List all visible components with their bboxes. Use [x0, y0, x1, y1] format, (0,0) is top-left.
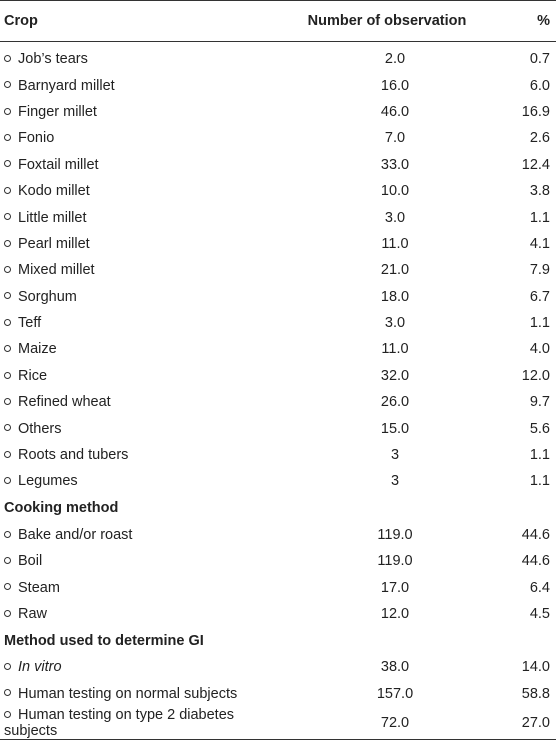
- row-count: 15.0: [380, 420, 410, 437]
- bullet-icon: [4, 583, 11, 590]
- header-pct: %: [480, 1, 556, 42]
- table-row: [0, 257, 556, 283]
- table-row: [0, 99, 556, 125]
- row-label: Steam: [18, 579, 60, 596]
- row-label: Boil: [18, 553, 43, 570]
- row-count: 3: [390, 473, 400, 490]
- row-pct: 6.4: [529, 579, 550, 596]
- row-label: Roots and tubers: [18, 447, 129, 464]
- row-pct: 58.8: [521, 685, 550, 702]
- bullet-icon: [4, 160, 11, 167]
- bullet-icon: [4, 451, 11, 458]
- row-count: 119.0: [377, 553, 413, 570]
- row-label: Teff: [18, 315, 42, 332]
- row-label-cell: [0, 178, 290, 204]
- row-pct: 6.7: [529, 288, 550, 305]
- row-pct: 4.5: [529, 606, 550, 622]
- row-label-cell: [0, 125, 290, 151]
- table-row: [0, 681, 556, 707]
- row-count: 33.0: [380, 156, 410, 173]
- table-row: [0, 152, 556, 178]
- section-title: Method used to determine GI: [4, 632, 204, 649]
- row-pct: 12.0: [521, 367, 550, 384]
- row-count: 32.0: [380, 367, 410, 384]
- row-label: Raw: [18, 606, 48, 622]
- section-gi-method: [0, 627, 556, 654]
- row-label: Little millet: [18, 209, 87, 226]
- row-label-cell: [0, 310, 290, 336]
- section-cooking-method: [0, 495, 556, 522]
- row-label-cell: [0, 72, 290, 98]
- bullet-icon: [4, 292, 11, 299]
- row-pct: 9.7: [529, 394, 550, 411]
- row-count: 119.0: [377, 526, 413, 543]
- table-row: [0, 442, 556, 468]
- bullet-icon: [4, 240, 11, 247]
- row-count: 46.0: [380, 103, 410, 120]
- row-label-cell: [0, 468, 290, 494]
- bullet-icon: [4, 372, 11, 379]
- row-pct: 1.1: [529, 473, 550, 490]
- row-count: 16.0: [380, 77, 410, 94]
- table-row: [0, 548, 556, 574]
- row-label-cell: [0, 231, 290, 257]
- table-row: [0, 72, 556, 98]
- row-pct: 44.6: [521, 553, 550, 570]
- row-label: Foxtail millet: [18, 156, 99, 173]
- row-label: Kodo millet: [18, 183, 90, 200]
- row-pct: 4.0: [529, 341, 550, 358]
- row-label-cell: [0, 548, 290, 574]
- bullet-icon: [4, 711, 11, 718]
- bullet-icon: [4, 134, 11, 141]
- row-label-cell: [0, 204, 290, 230]
- row-pct: 1.1: [529, 209, 550, 226]
- section-title: Cooking method: [4, 500, 119, 517]
- row-label-cell: [0, 654, 290, 680]
- table-row: [0, 601, 556, 627]
- row-label-cell: [0, 363, 290, 389]
- bullet-icon: [4, 108, 11, 115]
- row-label-cell: [0, 257, 290, 283]
- row-count: 3.0: [384, 209, 406, 226]
- row-count: 2.0: [384, 51, 406, 68]
- row-pct: 2.6: [529, 130, 550, 147]
- bullet-icon: [4, 557, 11, 564]
- row-label-cell: [0, 284, 290, 310]
- row-label: In vitro: [18, 659, 62, 676]
- row-label-cell: [0, 681, 290, 707]
- row-count: 3: [390, 447, 400, 464]
- header-count: Number of observation: [290, 1, 480, 42]
- row-label: Sorghum: [18, 288, 77, 305]
- bullet-icon: [4, 398, 11, 405]
- row-pct: 14.0: [521, 659, 550, 676]
- bullet-icon: [4, 213, 11, 220]
- row-label-cell: [0, 601, 290, 627]
- row-pct: 1.1: [529, 447, 550, 464]
- row-pct: 27.0: [480, 707, 556, 740]
- row-pct: 5.6: [529, 420, 550, 437]
- row-label-cell: [0, 336, 290, 362]
- row-label: Others: [18, 420, 62, 437]
- row-count: 11.0: [381, 341, 409, 358]
- row-pct: 12.4: [521, 156, 550, 173]
- row-pct: 7.9: [529, 262, 550, 279]
- bullet-icon: [4, 610, 11, 617]
- row-count: 18.0: [380, 288, 410, 305]
- row-label: Human testing on normal subjects: [18, 685, 238, 702]
- table-row: [0, 310, 556, 336]
- table-row: [0, 363, 556, 389]
- row-pct: 0.7: [529, 51, 550, 68]
- table-row: [0, 389, 556, 415]
- row-label-cell: [0, 442, 290, 468]
- bullet-icon: [4, 531, 11, 538]
- row-pct: 1.1: [529, 315, 550, 332]
- row-count: 10.0: [380, 183, 410, 200]
- row-pct: 4.1: [529, 235, 550, 252]
- row-label: Fonio: [18, 130, 55, 147]
- row-label-cell: [0, 99, 290, 125]
- table-row: [0, 204, 556, 230]
- row-pct: 44.6: [521, 526, 550, 543]
- table-row: [0, 654, 556, 680]
- bullet-icon: [4, 81, 11, 88]
- bullet-icon: [4, 477, 11, 484]
- row-label-cell: [0, 46, 290, 72]
- row-count: 3.0: [384, 315, 406, 332]
- row-count: 11.0: [381, 235, 409, 252]
- bullet-icon: [4, 689, 11, 696]
- row-pct: 6.0: [529, 77, 550, 94]
- row-label: Human testing on type 2 diabetes subjects: [4, 706, 235, 739]
- table-row: [0, 284, 556, 310]
- table-body: [0, 42, 556, 740]
- row-label-cell: [0, 574, 290, 600]
- table-row: [0, 415, 556, 441]
- table-row: [0, 336, 556, 362]
- row-label-cell: [0, 152, 290, 178]
- row-label: Bake and/or roast: [18, 526, 133, 543]
- bullet-icon: [4, 319, 11, 326]
- bullet-icon: [4, 187, 11, 194]
- row-count: 21.0: [380, 262, 410, 279]
- row-label: Refined wheat: [18, 394, 111, 411]
- bullet-icon: [4, 663, 11, 670]
- header-row: [0, 1, 556, 42]
- table-row: [0, 46, 556, 72]
- row-count: 38.0: [380, 659, 410, 676]
- row-pct: 16.9: [521, 103, 550, 120]
- table-row: [0, 125, 556, 151]
- row-count: 72.0: [290, 707, 480, 740]
- row-count: 12.0: [380, 606, 410, 622]
- row-count: 157.0: [376, 685, 414, 702]
- table-row: [0, 707, 556, 740]
- table-row: [0, 231, 556, 257]
- row-label-cell: [0, 522, 290, 548]
- row-label: Legumes: [18, 473, 78, 490]
- row-count: 26.0: [380, 394, 410, 411]
- bullet-icon: [4, 424, 11, 431]
- row-label: Pearl millet: [18, 235, 90, 252]
- row-count: 17.0: [380, 579, 410, 596]
- row-label: Maize: [18, 341, 57, 358]
- row-label: Rice: [18, 367, 48, 384]
- row-label: Barnyard millet: [18, 77, 115, 94]
- table-row: [0, 574, 556, 600]
- bullet-icon: [4, 55, 11, 62]
- row-label: Finger millet: [18, 103, 97, 120]
- table-row: [0, 522, 556, 548]
- row-pct: 3.8: [529, 183, 550, 200]
- header-crop: Crop: [0, 1, 290, 42]
- row-label-cell: [0, 389, 290, 415]
- table-row: [0, 468, 556, 494]
- row-count: 7.0: [384, 130, 406, 147]
- row-label: Job’s tears: [18, 51, 88, 68]
- bullet-icon: [4, 266, 11, 273]
- row-label-cell: [0, 415, 290, 441]
- row-label: Mixed millet: [18, 262, 95, 279]
- bullet-icon: [4, 345, 11, 352]
- row-label-cell: [0, 707, 290, 740]
- table-row: [0, 178, 556, 204]
